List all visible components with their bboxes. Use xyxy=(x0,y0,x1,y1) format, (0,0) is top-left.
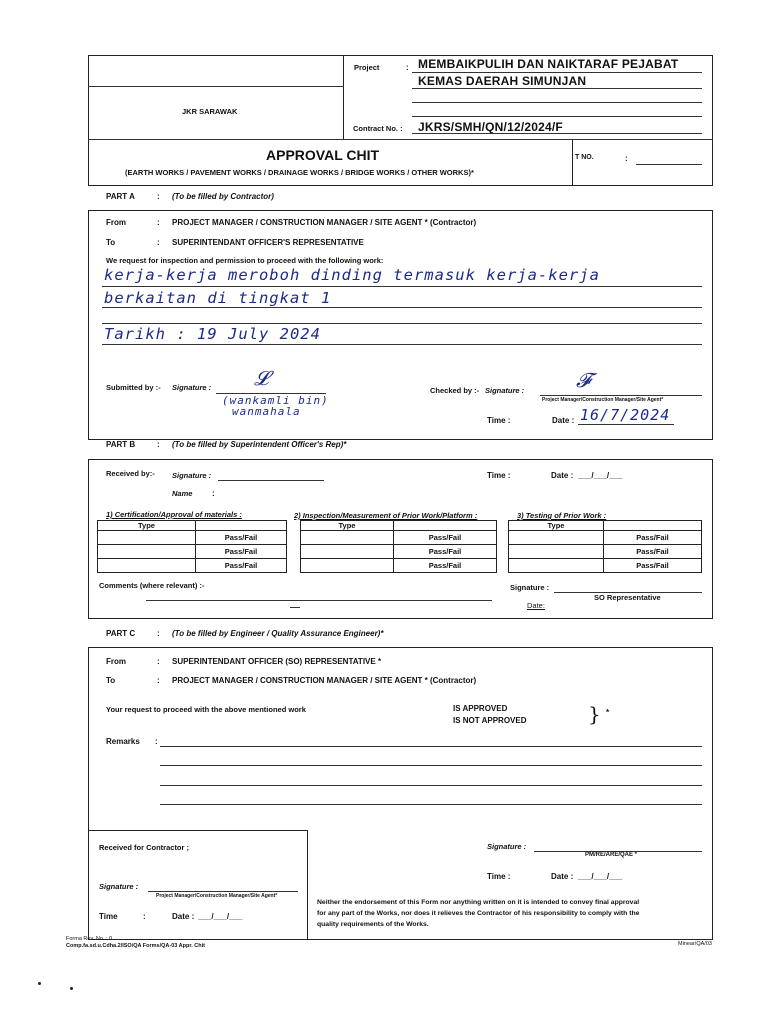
header-chit-divider xyxy=(572,139,573,186)
received-signature-line[interactable] xyxy=(218,480,324,481)
checked-signature-icon: 𝓕 xyxy=(576,368,591,392)
part-c-request-text: Your request to proceed with the above mentioned work xyxy=(106,705,306,714)
engineer-role: PM/RE/ARE/QAE * xyxy=(585,852,638,858)
checked-signature-label: Signature : xyxy=(485,386,525,395)
part-a-request-text: We request for inspection and permission to proceed with the following work: xyxy=(106,256,384,265)
work-line-rule-4 xyxy=(102,344,702,345)
type-cell[interactable] xyxy=(98,545,196,559)
type-cell[interactable] xyxy=(301,559,394,573)
contractor-date-label: Date : xyxy=(172,912,195,921)
type-header: Type xyxy=(301,521,394,531)
part-b-colon: : xyxy=(157,440,160,449)
comments-label: Comments (where relevant) :- xyxy=(99,581,205,590)
form-subtitle: (EARTH WORKS / PAVEMENT WORKS / DRAINAGE WORKS / BRIDGE WORKS / OTHER WORKS)* xyxy=(125,168,474,177)
pass-fail-cell[interactable]: Pass/Fail xyxy=(196,531,287,545)
checked-signature-line[interactable] xyxy=(540,395,702,396)
part-c-colon: : xyxy=(157,629,160,638)
disclaimer-line-3: quality requirements of the Works. xyxy=(317,921,429,928)
header-divider-vertical xyxy=(343,55,344,139)
project-line-1: MEMBAIKPULIH DAN NAIKTARAF PEJABAT xyxy=(418,57,679,71)
remarks-colon: : xyxy=(155,737,158,746)
work-line-rule-2 xyxy=(102,307,702,308)
table-cell xyxy=(604,521,702,531)
approval-asterisk: * xyxy=(606,708,610,717)
received-name-colon: : xyxy=(212,489,215,498)
footer-form-path: Comp.fa.sd.u.Cdha.2/ISO/QA Forms/QA-03 Appr. Chit xyxy=(66,943,205,949)
checked-role: Project Manager/Construction Manager/Site Agent* xyxy=(542,397,664,403)
received-for-contractor-label: Received for Contractor ; xyxy=(99,843,190,852)
part-a-to-value: SUPERINTENDANT OFFICER'S REPRESENTATIVE xyxy=(172,238,364,247)
so-date-label: Date: xyxy=(527,601,545,610)
submitted-name-line-2: wanmahala xyxy=(232,405,301,418)
scan-speck-2 xyxy=(70,987,73,990)
so-rep-label: SO Representative xyxy=(594,593,661,602)
received-signature-label: Signature : xyxy=(172,471,212,480)
part-c-to-colon: : xyxy=(157,676,160,685)
testing-table xyxy=(508,520,702,573)
header-divider-horizontal-upper xyxy=(88,86,344,87)
section-3-title: 3) Testing of Prior Work : xyxy=(517,511,607,520)
received-name-label: Name xyxy=(172,489,193,498)
contractor-role: Project Manager/Construction Manager/Site Agent* xyxy=(156,893,278,899)
project-underline-2 xyxy=(412,88,702,89)
type-cell[interactable] xyxy=(301,531,394,545)
work-description-line-3[interactable]: Tarikh : 19 July 2024 xyxy=(104,325,321,343)
part-a-from-label: From xyxy=(106,218,126,227)
project-underline-3 xyxy=(412,102,702,103)
approval-brace: } xyxy=(588,702,601,726)
footer-form-code: Minear/QA/03 xyxy=(678,941,712,947)
part-c-note: (To be filled by Engineer / Quality Assurance Engineer)* xyxy=(172,629,384,638)
part-b-date-label: Date : xyxy=(551,471,574,480)
part-a-time-label: Time : xyxy=(487,416,511,425)
engineer-date-label: Date : xyxy=(551,872,574,881)
project-colon: : xyxy=(406,63,409,72)
contractor-signature-label: Signature : xyxy=(99,882,139,891)
checked-by-label: Checked by :- xyxy=(430,386,480,395)
header-divider-horizontal xyxy=(88,139,713,140)
project-underline-4 xyxy=(412,116,702,117)
so-signature-label: Signature : xyxy=(510,583,550,592)
pass-fail-cell[interactable]: Pass/Fail xyxy=(604,559,702,573)
type-cell[interactable] xyxy=(509,545,604,559)
type-header: Type xyxy=(98,521,196,531)
part-c-label: PART C xyxy=(106,629,136,638)
project-line-2: KEMAS DAERAH SIMUNJAN xyxy=(418,74,587,88)
part-a-from-colon: : xyxy=(157,218,160,227)
remarks-line-2[interactable] xyxy=(160,765,702,766)
part-b-label: PART B xyxy=(106,440,136,449)
pass-fail-cell[interactable]: Pass/Fail xyxy=(604,531,702,545)
type-cell[interactable] xyxy=(301,545,394,559)
work-description-line-2[interactable]: berkaitan di tingkat 1 xyxy=(104,289,332,307)
engineer-signature-label: Signature : xyxy=(487,842,527,851)
contractor-signature-line[interactable] xyxy=(148,891,298,892)
engineer-time-label: Time : xyxy=(487,872,511,881)
org-name: JKR SARAWAK xyxy=(182,107,238,116)
part-b-note: (To be filled by Superintendent Officer's Rep)* xyxy=(172,440,347,449)
remarks-label: Remarks xyxy=(106,737,140,746)
submitted-signature-icon: 𝓛 xyxy=(254,366,269,390)
project-underline-1 xyxy=(412,72,702,73)
submitted-signature-label: Signature : xyxy=(172,383,212,392)
part-a-colon: : xyxy=(157,192,160,201)
remarks-line-4[interactable] xyxy=(160,804,702,805)
section-1-title: 1) Certification/Approval of materials : xyxy=(106,510,242,519)
comments-line-dash xyxy=(290,607,300,608)
work-line-rule-1 xyxy=(102,286,702,287)
work-line-rule-3 xyxy=(102,323,702,324)
scan-speck-1 xyxy=(38,982,41,985)
contractor-date-blank[interactable]: ___/___/___ xyxy=(198,912,243,921)
pass-fail-cell[interactable]: Pass/Fail xyxy=(604,545,702,559)
is-approved-option[interactable]: IS APPROVED xyxy=(453,704,508,713)
pass-fail-cell[interactable]: Pass/Fail xyxy=(196,559,287,573)
form-title: APPROVAL CHIT xyxy=(266,147,380,163)
part-a-date-value[interactable]: 16/7/2024 xyxy=(580,406,671,424)
inspection-table xyxy=(300,520,497,573)
part-c-to-label: To xyxy=(106,676,116,685)
pass-fail-cell[interactable]: Pass/Fail xyxy=(394,545,497,559)
remarks-line-1[interactable] xyxy=(160,746,702,747)
submitted-by-label: Submitted by :- xyxy=(106,383,161,392)
part-a-label: PART A xyxy=(106,192,135,201)
header-box xyxy=(88,55,713,186)
chit-no-field[interactable] xyxy=(636,164,702,165)
materials-table xyxy=(97,520,287,573)
pass-fail-cell[interactable]: Pass/Fail xyxy=(394,531,497,545)
footer-form-rev: Forma Rev. No. : 0 xyxy=(66,936,113,942)
part-c-from-colon: : xyxy=(157,657,160,666)
part-a-from-value: PROJECT MANAGER / CONSTRUCTION MANAGER / SITE AGENT * (Contractor) xyxy=(172,218,477,227)
remarks-line-3[interactable] xyxy=(160,785,702,786)
part-a-note: (To be filled by Contractor) xyxy=(172,192,274,201)
is-not-approved-option[interactable]: IS NOT APPROVED xyxy=(453,716,527,725)
project-label: Project xyxy=(354,63,380,72)
contract-label: Contract No. : xyxy=(353,124,403,133)
disclaimer-line-1: Neither the endorsement of this Form nor anything written on it is intended to convey final approval xyxy=(317,899,640,906)
pass-fail-cell[interactable]: Pass/Fail xyxy=(196,545,287,559)
pass-fail-cell[interactable]: Pass/Fail xyxy=(394,559,497,573)
disclaimer-line-2: for any part of the Works, nor does it relieves the Contractor of his responsibility to comply with the xyxy=(317,910,640,917)
received-by-label: Received by:- xyxy=(106,469,155,478)
type-cell[interactable] xyxy=(98,559,196,573)
section-2-title: 2) Inspection/Measurement of Prior Work/Platform : xyxy=(294,511,478,520)
chit-no-colon: : xyxy=(625,154,628,163)
type-cell[interactable] xyxy=(509,559,604,573)
contract-number: JKRS/SMH/QN/12/2024/F xyxy=(418,120,563,134)
chit-no-label: T NO. xyxy=(575,154,594,161)
part-b-time-label: Time : xyxy=(487,471,511,480)
work-description-line-1[interactable]: kerja-kerja meroboh dinding termasuk kerja-kerja xyxy=(104,266,600,284)
comments-line[interactable] xyxy=(146,600,492,601)
part-a-date-line xyxy=(578,424,674,425)
contractor-time-label: Time xyxy=(99,912,118,921)
contractor-time-colon: : xyxy=(143,912,146,921)
type-cell[interactable] xyxy=(98,531,196,545)
part-c-from-value: SUPERINTENDANT OFFICER (SO) REPRESENTATIVE * xyxy=(172,657,382,666)
part-a-to-colon: : xyxy=(157,238,160,247)
contract-underline xyxy=(412,133,702,134)
type-cell[interactable] xyxy=(509,531,604,545)
part-c-from-label: From xyxy=(106,657,126,666)
engineer-date-blank[interactable]: ___/___/___ xyxy=(578,872,623,881)
part-c-to-value: PROJECT MANAGER / CONSTRUCTION MANAGER / SITE AGENT * (Contractor) xyxy=(172,676,477,685)
part-a-date-label: Date : xyxy=(552,416,575,425)
submitted-name-line-1: (wankamli bin) xyxy=(222,394,329,407)
table-cell xyxy=(394,521,497,531)
table-cell xyxy=(196,521,287,531)
part-a-to-label: To xyxy=(106,238,116,247)
type-header: Type xyxy=(509,521,604,531)
part-b-date-blank[interactable]: ___/___/___ xyxy=(578,471,623,480)
